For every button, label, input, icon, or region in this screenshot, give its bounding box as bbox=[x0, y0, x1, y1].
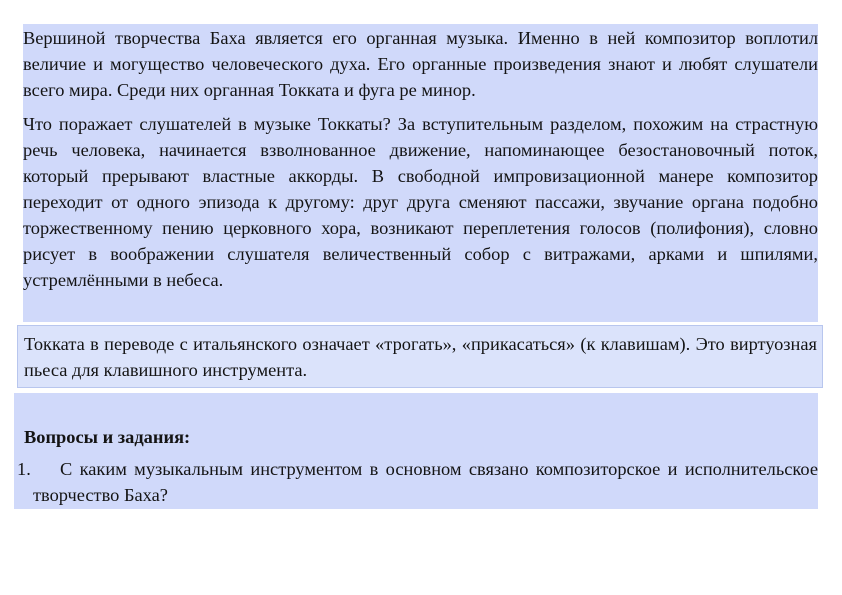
paragraph-toccata: Что поражает слушателей в музыке Токкаты? За вступительным разделом, похожим на страстную речь человека, начинается взволнованное движение, напоминающее безостановочный поток, который прерывают властные аккорды. В свободной импровизационной манере композитор переходит от одного эпизода к другому: друг друга сменяют пассажи, звучание органа подобно торжественному пению церковного хора, возникают переплетения голосов (полифония), словно рисует в воображении слушателя величественный собор с витражами, арками и шпилями, устремлёнными в небеса. bbox=[23, 114, 818, 290]
questions-title: Вопросы и задания: bbox=[24, 427, 191, 447]
main-text-block bbox=[23, 24, 818, 322]
toccata-definition-note bbox=[17, 325, 823, 388]
paragraph-organ-music: Вершиной творчества Баха является его органная музыка. Именно в ней композитор воплотил величие и могущество человеческого духа. Его органные произведения знают и любят слушатели всего мира. Среди них органная Токката и фуга ре минор. bbox=[23, 28, 818, 100]
question-item bbox=[14, 456, 818, 508]
questions-section bbox=[14, 393, 818, 509]
question-number: 1. bbox=[17, 459, 31, 479]
note-text: Токката в переводе с итальянского означает «трогать», «прикасаться» (к клавишам). Это виртуозная пьеса для клавишного инструмента. bbox=[24, 334, 817, 380]
question-text: С каким музыкальным инструментом в основном связано композиторское и исполнительское творчество Баха? bbox=[33, 459, 818, 505]
